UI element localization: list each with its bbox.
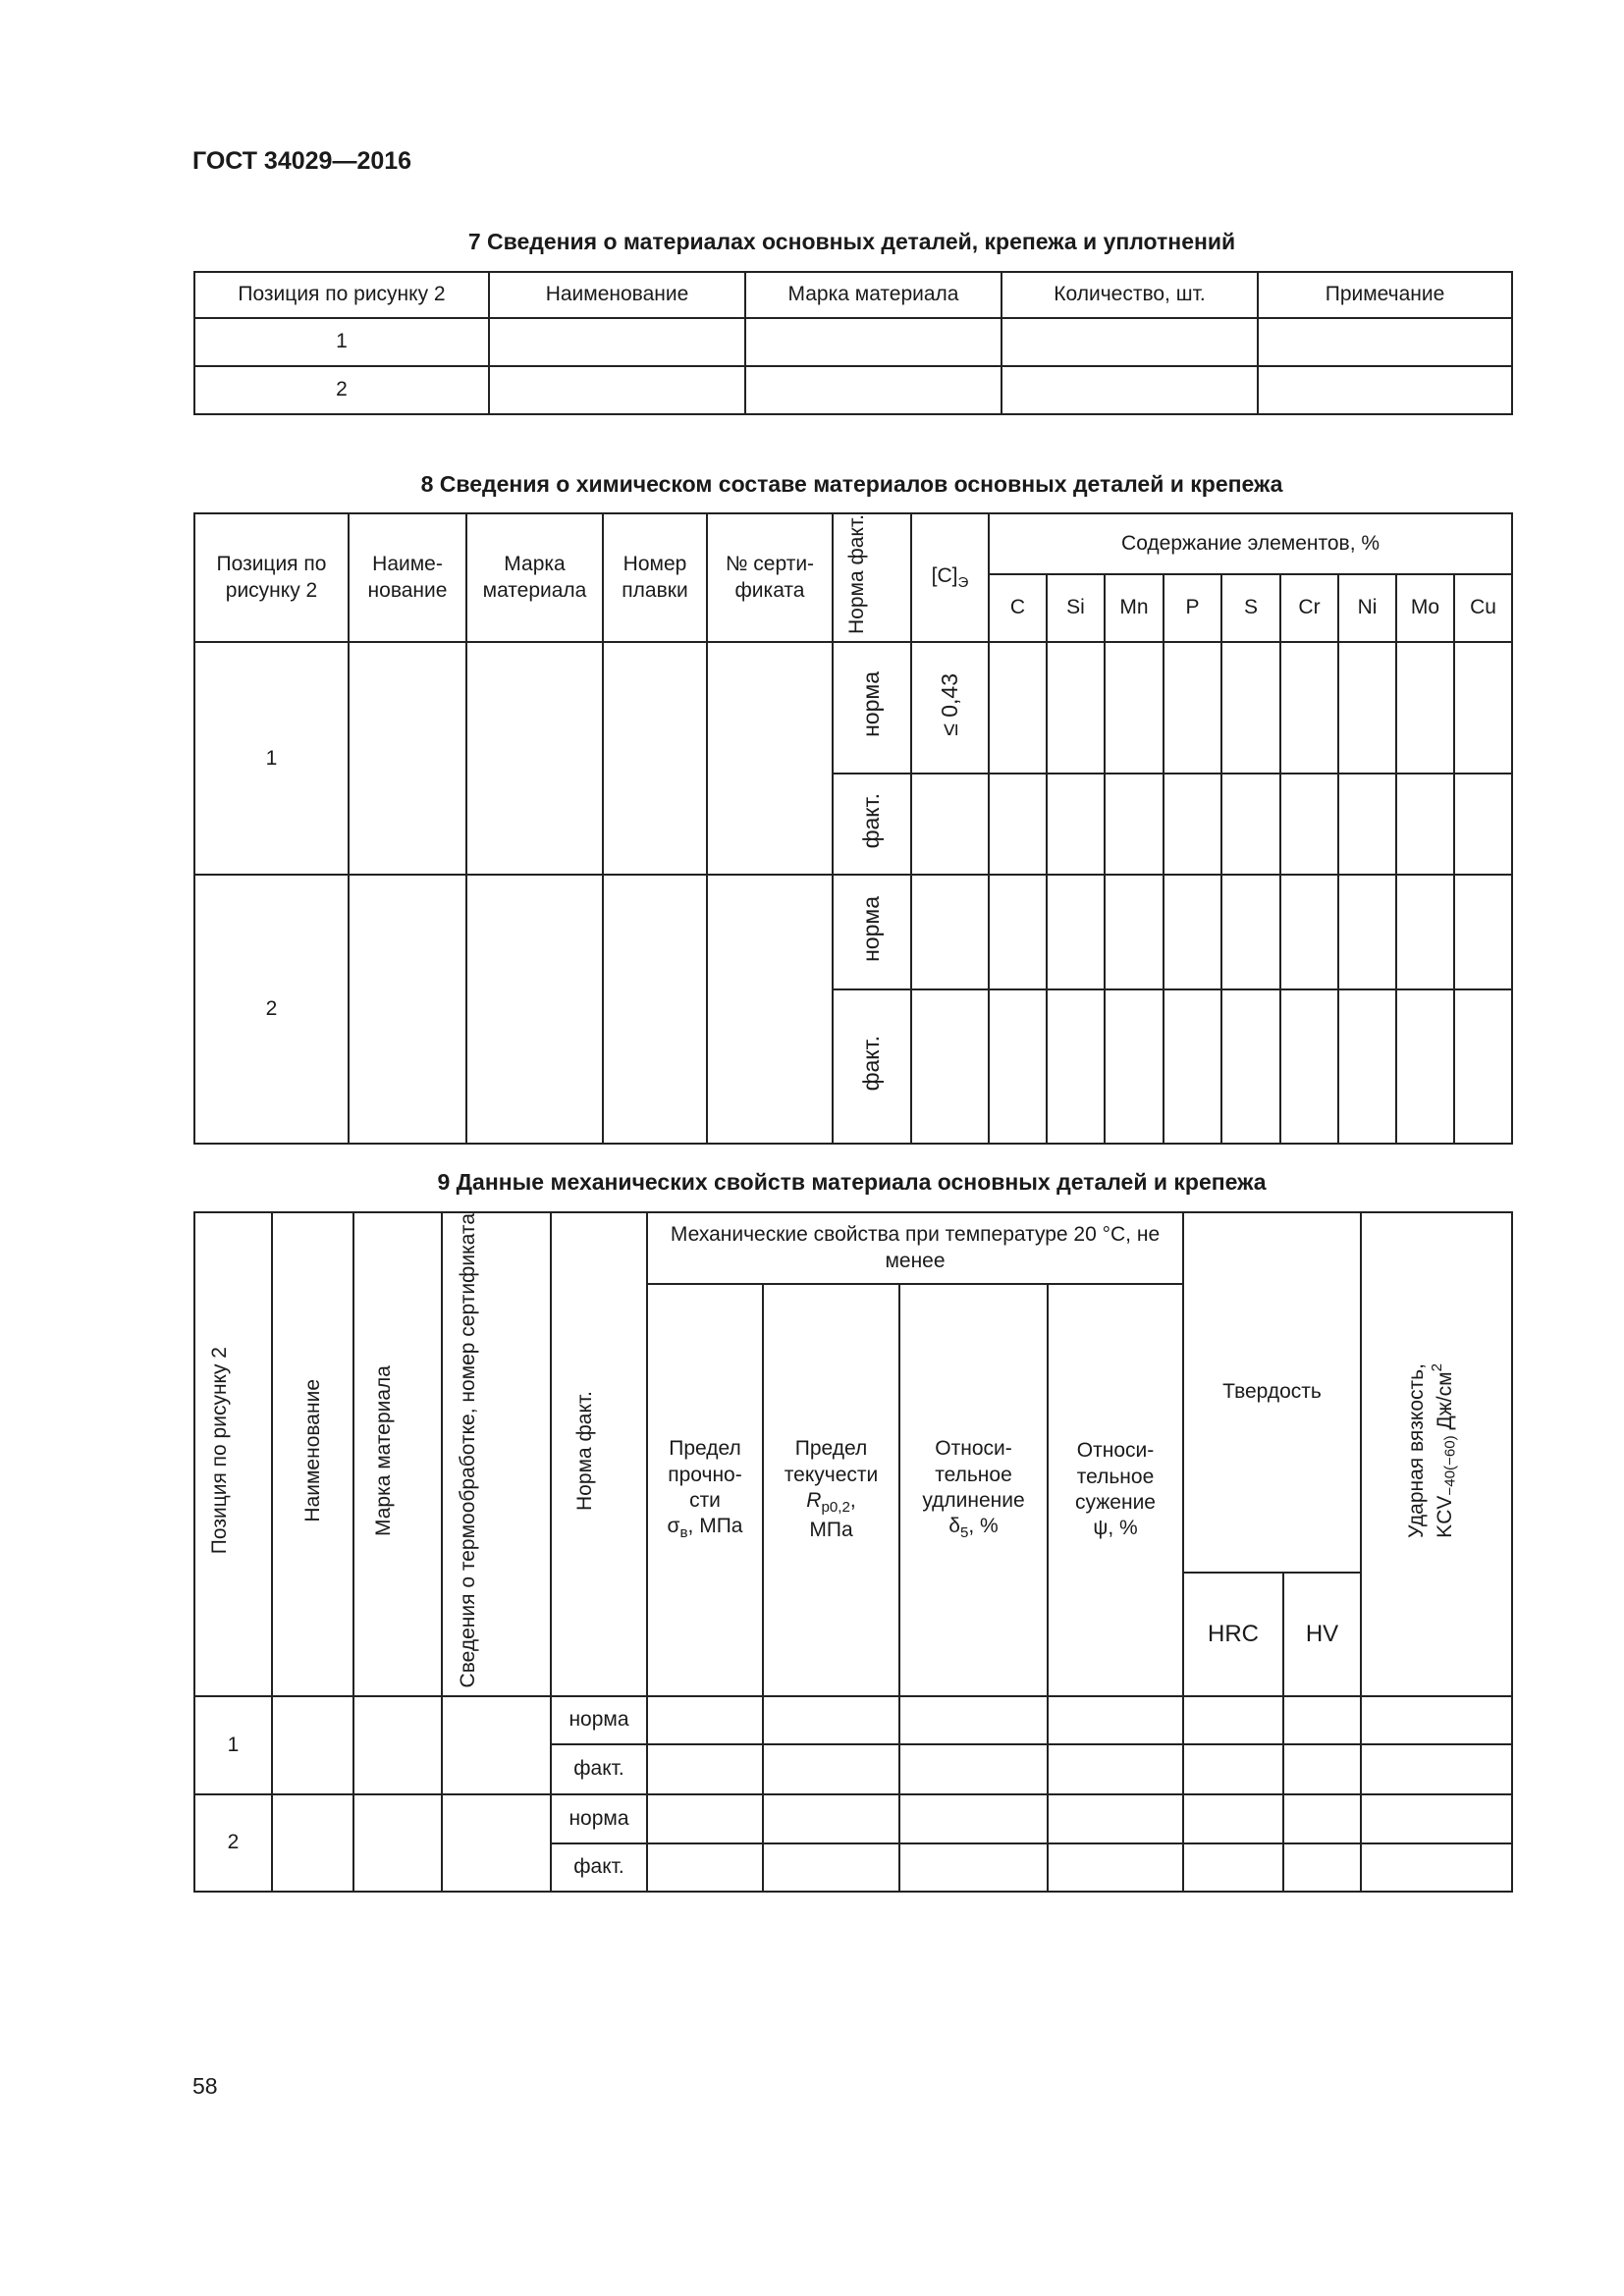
table-cell — [1396, 642, 1454, 774]
table8-header-cert: № серти-фиката — [707, 513, 833, 642]
table-cell — [1105, 774, 1164, 875]
table-cell — [1280, 642, 1338, 774]
table-cell — [1048, 1744, 1183, 1794]
table7-row2-position: 2 — [194, 366, 489, 414]
table-cell — [763, 1744, 899, 1794]
table7-header-name: Наименование — [489, 272, 745, 318]
table9-mechanical — [193, 1211, 1513, 1893]
table8-row1-ce-norm: ≤ 0,43 — [911, 642, 989, 774]
table8-element-cr: Cr — [1280, 574, 1338, 643]
table9-header-hv: HV — [1283, 1573, 1361, 1696]
table-cell — [1338, 875, 1396, 989]
table8-header-norm-fact: Норма факт. — [833, 513, 911, 642]
table-cell — [1048, 1794, 1183, 1843]
table-cell — [1164, 989, 1221, 1144]
table8-row2-position: 2 — [194, 875, 349, 1144]
table9-header-name: Наименование — [272, 1212, 353, 1696]
table-cell — [1221, 774, 1280, 875]
table-cell — [1338, 642, 1396, 774]
table-cell — [647, 1843, 763, 1892]
table-cell — [1047, 989, 1105, 1144]
table-cell — [647, 1696, 763, 1744]
table8-element-mo: Mo — [1396, 574, 1454, 643]
table8-element-ni: Ni — [1338, 574, 1396, 643]
table-cell — [1454, 774, 1512, 875]
table9-row2-position: 2 — [194, 1794, 272, 1892]
table-cell — [1164, 875, 1221, 989]
table-cell — [1001, 366, 1258, 414]
table-cell — [1183, 1843, 1283, 1892]
table7-header-note: Примечание — [1258, 272, 1512, 318]
table8-row1-fact: факт. — [833, 774, 911, 875]
table-cell — [1396, 875, 1454, 989]
table8-title: 8 Сведения о химическом составе материалов основных деталей и крепежа — [420, 471, 1283, 497]
table-cell — [1280, 774, 1338, 875]
table-cell — [1283, 1843, 1361, 1892]
table-cell — [1396, 989, 1454, 1144]
table7-header-position: Позиция по рисунку 2 — [194, 272, 489, 318]
table9-header-norm-fact: Норма факт. — [551, 1212, 647, 1696]
table-cell — [899, 1744, 1048, 1794]
table8-element-mn: Mn — [1105, 574, 1164, 643]
table8-header-name: Наиме-нование — [349, 513, 466, 642]
table-cell — [349, 875, 466, 1144]
table-cell — [745, 366, 1001, 414]
table-cell — [1258, 318, 1512, 366]
table-cell — [899, 1843, 1048, 1892]
table-cell — [1047, 875, 1105, 989]
table-cell — [899, 1794, 1048, 1843]
table7-header-grade: Марка материала — [745, 272, 1001, 318]
table-cell — [442, 1696, 551, 1794]
table9-header-grade: Марка материала — [353, 1212, 442, 1696]
table-cell — [1047, 774, 1105, 875]
table9-row2-norm: норма — [551, 1794, 647, 1843]
table-cell — [1183, 1696, 1283, 1744]
table8-element-p: P — [1164, 574, 1221, 643]
table-cell — [603, 642, 707, 875]
table-row — [194, 1696, 1512, 1744]
table8-chemical — [193, 512, 1513, 1145]
table-cell — [1258, 366, 1512, 414]
table7-header-quantity: Количество, шт. — [1001, 272, 1258, 318]
table9-header-position: Позиция по рисунку 2 — [194, 1212, 272, 1696]
table-cell — [353, 1794, 442, 1892]
table9-title: 9 Данные механических свойств материала основных деталей и крепежа — [437, 1169, 1267, 1195]
table9-row1-position: 1 — [194, 1696, 272, 1794]
table8-header-melt: Номер плавки — [603, 513, 707, 642]
table-cell — [1048, 1696, 1183, 1744]
table-cell — [989, 642, 1047, 774]
table-cell — [442, 1794, 551, 1892]
table8-element-c: C — [989, 574, 1047, 643]
table9-row1-fact: факт. — [551, 1744, 647, 1794]
table-cell — [1283, 1696, 1361, 1744]
table-cell — [989, 774, 1047, 875]
table9-header-impact: Ударная вязкость, $KCV_{-40(-60)}$ $Дж/см^2$ — [1361, 1212, 1512, 1696]
table8-element-s: S — [1221, 574, 1280, 643]
table8-row2-fact: факт. — [833, 989, 911, 1144]
table-cell — [1361, 1843, 1512, 1892]
table-cell — [272, 1794, 353, 1892]
table-cell — [272, 1696, 353, 1794]
table-cell — [1001, 318, 1258, 366]
table-cell — [349, 642, 466, 875]
table-cell — [1105, 989, 1164, 1144]
table-cell — [1221, 875, 1280, 989]
table-cell — [1048, 1843, 1183, 1892]
table-cell — [1396, 774, 1454, 875]
table-cell — [763, 1696, 899, 1744]
table-cell — [1105, 642, 1164, 774]
table-cell — [989, 989, 1047, 1144]
table-cell — [466, 642, 603, 875]
table-cell — [707, 875, 833, 1144]
table-row — [194, 875, 1512, 989]
table-cell — [1361, 1696, 1512, 1744]
table-row — [194, 366, 1512, 414]
table8-header-grade: Марка материала — [466, 513, 603, 642]
table-cell — [1221, 989, 1280, 1144]
table-cell — [466, 875, 603, 1144]
table-cell — [1454, 989, 1512, 1144]
table-cell — [647, 1744, 763, 1794]
table8-header-carbon-equivalent: $[C]_Э$ — [911, 513, 989, 642]
table-cell — [1164, 774, 1221, 875]
table-cell — [1283, 1794, 1361, 1843]
table-cell — [763, 1843, 899, 1892]
table-cell — [1183, 1744, 1283, 1794]
table8-header-position: Позиция по рисунку 2 — [194, 513, 349, 642]
table-row — [194, 642, 1512, 774]
table-cell — [745, 318, 1001, 366]
table-cell — [911, 774, 989, 875]
table-cell — [899, 1696, 1048, 1744]
table7-title: 7 Сведения о материалах основных деталей, крепежа и уплотнений — [467, 229, 1236, 254]
table-cell — [1361, 1744, 1512, 1794]
table-cell — [1183, 1794, 1283, 1843]
table-cell — [1338, 989, 1396, 1144]
table8-element-cu: Cu — [1454, 574, 1512, 643]
table-cell — [911, 875, 989, 989]
table-cell — [1454, 875, 1512, 989]
table-cell — [353, 1696, 442, 1794]
table7-row1-position: 1 — [194, 318, 489, 366]
table-cell — [647, 1794, 763, 1843]
table9-header-elongation: Относи- тельное удлинение $\delta_5$, % — [899, 1284, 1048, 1696]
table-cell — [489, 318, 745, 366]
table-cell — [1283, 1744, 1361, 1794]
table-cell — [1105, 875, 1164, 989]
table9-header-hrc: HRC — [1183, 1573, 1283, 1696]
document-title: ГОСТ 34029—2016 — [192, 147, 412, 175]
table-cell — [603, 875, 707, 1144]
table-row — [194, 1794, 1512, 1843]
table-cell — [1361, 1794, 1512, 1843]
table9-header-heat-treatment: Сведения о термообработке, номер сертификата — [442, 1212, 551, 1696]
table9-header-hardness: Твердость — [1183, 1212, 1361, 1573]
table8-element-si: Si — [1047, 574, 1105, 643]
table8-row1-norm: норма — [833, 642, 911, 774]
page-number: 58 — [192, 2073, 218, 2099]
table-cell — [1280, 989, 1338, 1144]
table9-header-yield: Предел текучести $R_{p0,2}$, МПа — [763, 1284, 899, 1696]
table-cell — [1280, 875, 1338, 989]
table-cell — [489, 366, 745, 414]
table-cell — [1338, 774, 1396, 875]
table9-header-strength: Предел прочно- сти $\sigma_в$, МПа — [647, 1284, 763, 1696]
table-row — [194, 318, 1512, 366]
table8-row2-norm: норма — [833, 875, 911, 989]
table-cell — [1047, 642, 1105, 774]
table9-row2-fact: факт. — [551, 1843, 647, 1892]
table-cell — [989, 875, 1047, 989]
table-cell — [1164, 642, 1221, 774]
table8-header-elements: Содержание элементов, % — [989, 513, 1512, 574]
table8-row1-position: 1 — [194, 642, 349, 875]
table-cell — [1454, 642, 1512, 774]
table-cell — [707, 642, 833, 875]
table7-materials — [193, 271, 1513, 415]
table-cell — [911, 989, 989, 1144]
table-cell — [1221, 642, 1280, 774]
table9-header-narrowing: Относи- тельное сужение ψ, % — [1048, 1284, 1183, 1696]
table9-header-mech-properties: Механические свойства при температуре 20 °С, не менее — [647, 1212, 1183, 1284]
table-cell — [763, 1794, 899, 1843]
table9-row1-norm: норма — [551, 1696, 647, 1744]
